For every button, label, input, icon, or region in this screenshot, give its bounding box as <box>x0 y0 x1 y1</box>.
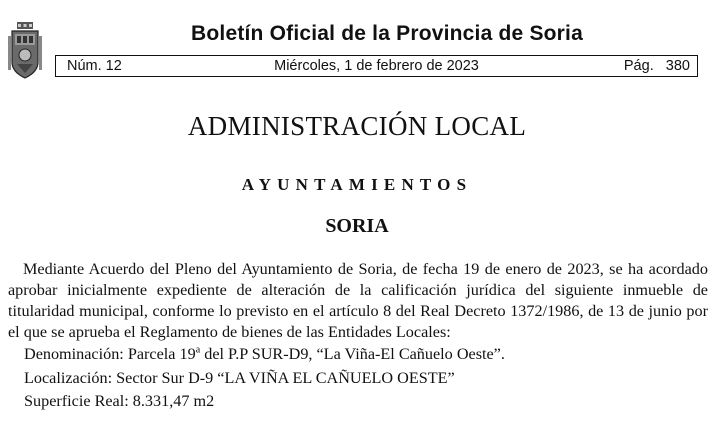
denominacion-prefix: Denominación: Parcela 19 <box>24 345 196 363</box>
issue-date: Miércoles, 1 de febrero de 2023 <box>274 58 479 74</box>
denominacion-suffix: del P.P SUR-D9, “La Viña-El Cañuelo Oeste”. <box>200 345 505 363</box>
gazette-title: Boletín Oficial de la Provincia de Soria <box>191 22 583 45</box>
superficie-line: Superficie Real: 8.331,47 m2 <box>24 392 215 410</box>
denominacion-line <box>8 343 708 367</box>
issue-info-bar <box>55 55 698 77</box>
section-title: ADMINISTRACIÓN LOCAL <box>187 111 527 141</box>
announcement-body <box>8 259 708 414</box>
page-number: Pág. 380 <box>623 58 690 74</box>
denominacion-superscript: a <box>195 344 201 356</box>
city-title: SORIA <box>325 215 389 237</box>
soria-coat-of-arms-icon <box>8 22 42 80</box>
localizacion-line: Localización: Sector Sur D-9 “LA VIÑA EL CAÑUELO OESTE” <box>24 368 455 387</box>
announcement-paragraph: Mediante Acuerdo del Pleno del Ayuntamiento de Soria, de fecha 19 de enero de 2023, se ha acordado aprobar inicialmente expediente de alteración de la calificación jurídica del siguiente inmueble de titularidad municipal, conforme lo previsto en el artículo 8 del Real Decreto 1372/1986, de 13 de junio por el que se aprueba el Reglamento de bienes de las Entidades Locales: <box>8 260 708 341</box>
subsection-title: AYUNTAMIENTOS <box>241 175 473 194</box>
issue-number: Núm. 12 <box>67 58 122 74</box>
